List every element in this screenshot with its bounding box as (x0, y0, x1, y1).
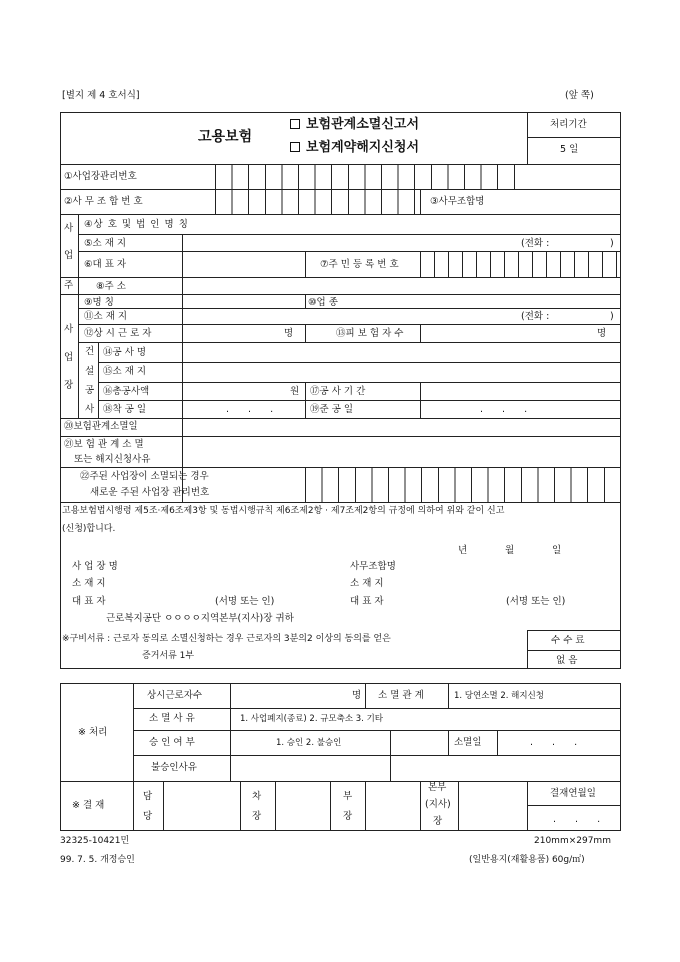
site-phone: (전화 : (521, 311, 550, 322)
total-cost-label: ⑯총공사액 (103, 386, 150, 397)
revision-date: 99. 7. 5. 개정승인 (60, 855, 135, 865)
end-date-label: ⑲준 공 일 (310, 404, 354, 415)
industry-label: ⑩업 종 (308, 297, 338, 308)
processing-period-value: 5 일 (560, 144, 579, 155)
owner-section-label-1: 사 (64, 223, 74, 234)
sign-office-signature[interactable]: (서명 또는 인) (506, 596, 566, 607)
relation-options[interactable]: 1. 당연소멸 2. 해지신청 (454, 691, 545, 701)
insurance-title: 고용보험 (198, 129, 253, 145)
regular-workers-label: ⑫상 시 근 로 자 (84, 328, 152, 339)
sign-biz-name: 사 업 장 명 (72, 561, 118, 572)
declaration-text: 고용보험법시행령 제5조·제6조제3항 및 동법시행규칙 제6조제2항 · 제7조제2항의 규정에 의하여 위와 같이 신고 (62, 506, 505, 516)
extinction-reason-label: 소 멸 사 유 (149, 713, 195, 724)
reason-label-b: 또는 해지신청사유 (74, 454, 151, 465)
site-address-label: ⑪소 재 지 (84, 311, 128, 322)
site-name-label: ⑨명 칭 (84, 297, 114, 308)
owner-address-label: ⑤소 재 지 (84, 238, 127, 249)
approval-date-label: 결재연월일 (550, 788, 596, 799)
workplace-number-boxes[interactable] (215, 164, 515, 189)
construction-period-label: ⑰공 사 기 간 (310, 386, 366, 397)
title-termination-request[interactable]: 보험계약해지신청서 (290, 140, 419, 156)
owner-phone: (전화 : (521, 238, 550, 249)
site-section-label-2: 업 (64, 352, 74, 363)
extinction-date-label: ⑳보험관계소멸일 (64, 421, 138, 432)
sign-office-name: 사무조합명 (350, 561, 396, 572)
resident-number-boxes[interactable] (420, 251, 620, 277)
page-side: (앞 쪽) (565, 90, 594, 101)
recipient: 근로복지공단 ㅇㅇㅇㅇ지역본부(지사)장 귀하 (106, 613, 294, 624)
office-number-boxes[interactable] (215, 189, 415, 214)
paper-type: (일반용지(재활용품) 60g/㎡) (469, 855, 585, 865)
new-main-workplace-boxes[interactable] (305, 467, 621, 502)
site-section-label-1: 사 (64, 324, 74, 335)
sign-biz-signature[interactable]: (서명 또는 인) (215, 596, 275, 607)
approval-label: 승 인 여 부 (149, 737, 195, 748)
approval-section-label: ※ 결 재 (72, 800, 105, 811)
insured-count-label: ⑬피 보 험 자 수 (336, 328, 404, 339)
workplace-number-label: ①사업장관리번호 (64, 171, 137, 182)
processing-table (60, 683, 621, 831)
processing-period-label: 처리기간 (550, 119, 587, 130)
processing-label: ※ 처리 (78, 727, 108, 738)
form-code: 32325-10421민 (60, 836, 130, 846)
representative-label: ⑥대 표 자 (84, 259, 127, 270)
sign-biz-rep: 대 표 자 (72, 596, 106, 607)
sign-office-address: 소 재 지 (350, 578, 384, 589)
title-extinction-report[interactable]: 보험관계소멸신고서 (290, 117, 419, 133)
office-number-label: ②사 무 조 합 번 호 (64, 196, 143, 207)
resident-number-label: ⑦주 민 등 록 번 호 (320, 259, 399, 270)
office-name-label: ③사무조합명 (430, 196, 485, 207)
reason-label-a: ㉑보 험 관 계 소 멸 (64, 439, 144, 450)
declaration-text-2: (신청)합니다. (62, 524, 116, 534)
construction-address-label: ⑮소 재 지 (103, 366, 147, 377)
main-site-label-b: 새로운 주된 사업장 관리번호 (90, 487, 210, 498)
workers-count-label: 상시근로자수 (147, 690, 203, 701)
paper-size: 210mm×297mm (534, 836, 611, 846)
construction-name-label: ⑭공 사 명 (103, 347, 147, 358)
sign-office-rep: 대 표 자 (350, 596, 384, 607)
owner-home-address-label: ⑧주 소 (96, 281, 126, 292)
rejection-reason-label: 불승인사유 (151, 762, 197, 773)
extinction-reason-options[interactable]: 1. 사업폐지(종료) 2. 규모축소 3. 기타 (240, 714, 384, 724)
owner-section-label-3: 주 (64, 280, 74, 291)
checkbox-extinction[interactable] (290, 119, 300, 129)
required-docs-2: 증거서류 1부 (142, 651, 195, 661)
start-date-label: ⑱착 공 일 (103, 404, 147, 415)
approval-options[interactable]: 1. 승인 2. 불승인 (276, 738, 342, 748)
site-section-label-3: 장 (64, 380, 74, 391)
sign-biz-address: 소 재 지 (72, 578, 106, 589)
checkbox-termination[interactable] (290, 142, 300, 152)
fee-value: 없 음 (556, 655, 578, 666)
form-number: [별지 제 4 호서식] (62, 90, 140, 101)
required-docs: ※구비서류 : 근로자 동의로 소멸신청하는 경우 근로자의 3분의2 이상의 동의를 얻은 (62, 634, 391, 644)
trade-name-label: ④상 호 및 법 인 명 칭 (84, 219, 189, 230)
process-extinction-date: 소멸일 (454, 737, 482, 748)
relation-label: 소 멸 관 계 (378, 690, 424, 701)
owner-section-label-2: 업 (64, 250, 74, 261)
fee-label: 수 수 료 (551, 635, 585, 646)
main-site-label-a: ㉒주된 사업장이 소멸되는 경우 (80, 471, 209, 482)
